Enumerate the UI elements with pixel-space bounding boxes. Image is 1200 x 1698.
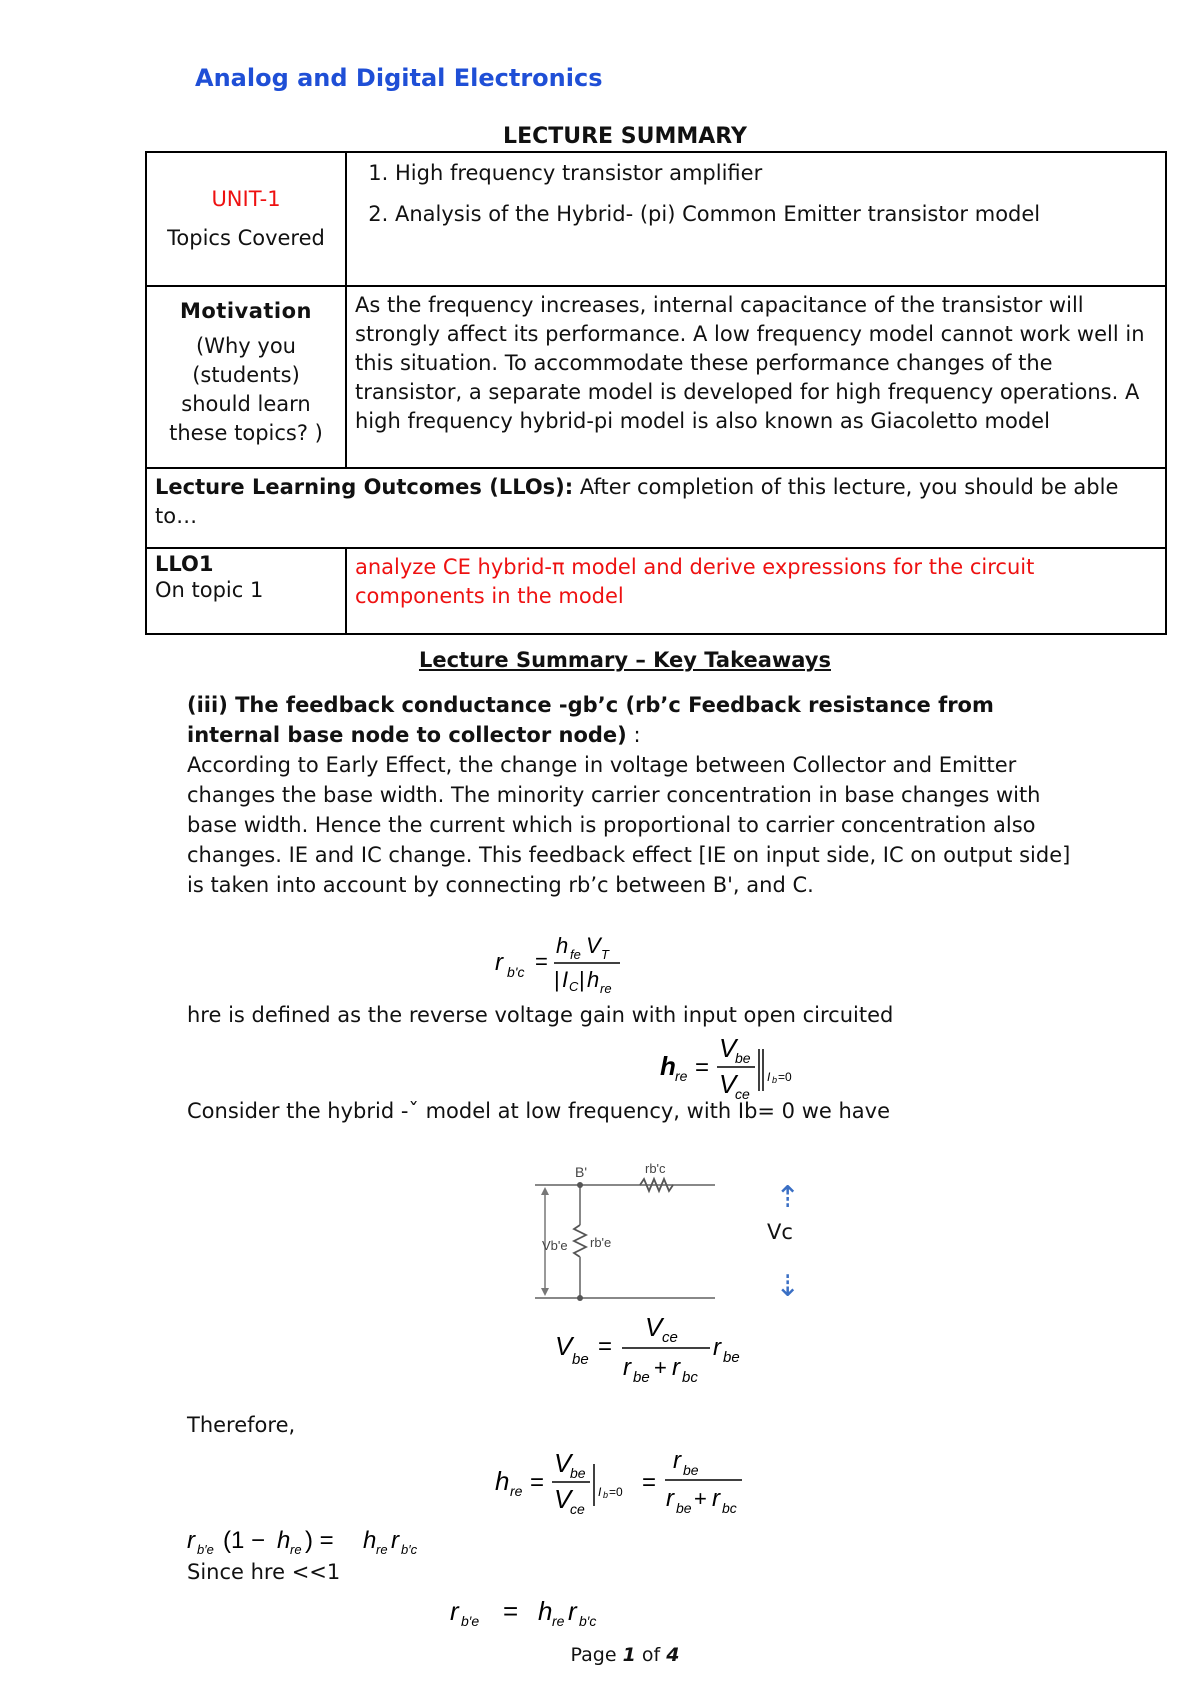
svg-text:V: V bbox=[719, 1069, 737, 1099]
llo-label: Lecture Learning Outcomes (LLOs): bbox=[155, 475, 574, 499]
voltage-divider-formula bbox=[550, 1310, 750, 1390]
llo1-id: LLO1 bbox=[155, 552, 214, 576]
svg-text:be: be bbox=[570, 1465, 586, 1481]
svg-text:T: T bbox=[601, 947, 609, 962]
svg-text:b′c: b′c bbox=[401, 1542, 418, 1557]
svg-text:be: be bbox=[572, 1351, 589, 1368]
page-total: 4 bbox=[666, 1644, 680, 1666]
svg-text:I: I bbox=[562, 967, 569, 992]
section-heading-tail: : bbox=[626, 723, 641, 747]
svg-text:r: r bbox=[672, 1354, 680, 1381]
svg-text:=: = bbox=[503, 1596, 519, 1626]
svg-text:re: re bbox=[600, 981, 612, 996]
page-footer bbox=[0, 1644, 1200, 1666]
voltage-label: Vb'e bbox=[542, 1238, 568, 1253]
llo1-cell bbox=[146, 548, 346, 634]
arrow-down-icon: ⇣ bbox=[775, 1269, 801, 1304]
svg-text:=0: =0 bbox=[778, 1070, 792, 1084]
svg-text:V: V bbox=[586, 933, 601, 958]
svg-text:be: be bbox=[735, 1050, 751, 1066]
course-title: Analog and Digital Electronics bbox=[195, 64, 603, 92]
svg-text:r: r bbox=[623, 1354, 631, 1381]
hre-definition: hre is defined as the reverse voltage gain with input open circuited bbox=[187, 1003, 894, 1027]
svg-text:ce: ce bbox=[662, 1329, 678, 1346]
svg-text:be: be bbox=[723, 1349, 740, 1366]
svg-text:C: C bbox=[569, 979, 579, 994]
svg-text:=: = bbox=[535, 949, 548, 974]
svg-text:=: = bbox=[642, 1469, 657, 1496]
unit-cell bbox=[146, 152, 346, 286]
svg-text:b: b bbox=[603, 1490, 609, 1500]
svg-text:V: V bbox=[554, 1448, 572, 1478]
rbc-formula bbox=[490, 925, 650, 1000]
svg-text:=: = bbox=[695, 1054, 710, 1081]
svg-text:(1 −: (1 − bbox=[223, 1527, 266, 1554]
svg-text:re: re bbox=[290, 1542, 302, 1557]
svg-text:V: V bbox=[719, 1033, 737, 1063]
svg-text:h: h bbox=[495, 1466, 510, 1496]
svg-text:h: h bbox=[556, 933, 569, 958]
svg-text:r: r bbox=[713, 1334, 721, 1361]
svg-text:V: V bbox=[645, 1312, 663, 1342]
svg-text:ce: ce bbox=[735, 1086, 750, 1102]
rbe-relation-formula bbox=[185, 1520, 485, 1560]
svg-text:+: + bbox=[694, 1486, 707, 1511]
svg-text:h: h bbox=[538, 1596, 553, 1626]
svg-text:V: V bbox=[554, 1484, 572, 1514]
consider-text: Consider the hybrid -ˇ model at low frequency, with Ib= 0 we have bbox=[187, 1099, 890, 1123]
vc-label: Vc bbox=[767, 1220, 793, 1244]
svg-text:r: r bbox=[187, 1527, 195, 1554]
page-prefix: Page bbox=[570, 1644, 623, 1666]
page-current: 1 bbox=[622, 1644, 636, 1666]
page-middle: of bbox=[635, 1644, 667, 1666]
svg-text:r: r bbox=[568, 1596, 577, 1626]
llo1-outcome: analyze CE hybrid-π model and derive expressions for the circuit components in the model bbox=[346, 548, 1166, 634]
svg-text:re: re bbox=[675, 1068, 688, 1084]
svg-text:ce: ce bbox=[570, 1501, 585, 1517]
arrow-up-icon: ⇡ bbox=[775, 1180, 801, 1215]
rbe-final-formula bbox=[448, 1590, 668, 1635]
motivation-subtitle: (Why you (students) should learn these topics? ) bbox=[169, 334, 323, 445]
hre-formula bbox=[655, 1025, 815, 1105]
llo1-topic: On topic 1 bbox=[155, 578, 264, 602]
svg-text:h: h bbox=[660, 1051, 676, 1081]
svg-text:b: b bbox=[772, 1075, 778, 1085]
svg-text:=: = bbox=[598, 1333, 613, 1360]
svg-text:be: be bbox=[683, 1462, 699, 1478]
svg-text:r: r bbox=[450, 1596, 459, 1626]
svg-text:bc: bc bbox=[722, 1500, 737, 1516]
since-text: Since hre <<1 bbox=[187, 1560, 341, 1584]
key-takeaways-title: Lecture Summary – Key Takeaways bbox=[418, 648, 831, 672]
svg-text:b'c: b'c bbox=[507, 964, 525, 980]
summary-title: LECTURE SUMMARY bbox=[503, 124, 747, 149]
svg-text:h: h bbox=[587, 967, 600, 992]
llo-intro: After completion of this lecture, you should be able to… bbox=[155, 475, 1119, 528]
shunt-resistor-label: rb'e bbox=[590, 1235, 612, 1250]
svg-text:be: be bbox=[633, 1369, 650, 1386]
svg-text:r: r bbox=[495, 949, 503, 976]
svg-text:V: V bbox=[555, 1331, 573, 1361]
svg-text:=0: =0 bbox=[609, 1485, 623, 1499]
svg-text:h: h bbox=[363, 1527, 377, 1554]
svg-text:re: re bbox=[376, 1542, 388, 1557]
svg-text:|: | bbox=[579, 967, 585, 992]
top-resistor-label: rb'c bbox=[645, 1161, 666, 1176]
svg-text:r: r bbox=[673, 1447, 681, 1474]
svg-text:fe: fe bbox=[570, 947, 581, 962]
motivation-label: Motivation bbox=[179, 299, 313, 323]
section-heading-block bbox=[187, 690, 1087, 750]
llo-intro-cell bbox=[146, 468, 1166, 548]
svg-text:h: h bbox=[277, 1527, 291, 1554]
svg-text:re: re bbox=[510, 1483, 523, 1499]
early-effect-paragraph: According to Early Effect, the change in voltage between Collector and Emitter changes the base width. The minority carrier concentration in base changes with base width. Hence the current which is proportional to carrier concentration also changes. IE and IC change. This feedback effect [IE on input side, IC on output side] is taken into account by connecting rb’c between B', and C. bbox=[187, 753, 1071, 897]
svg-text:|: | bbox=[554, 967, 560, 992]
svg-text:r: r bbox=[666, 1485, 674, 1512]
svg-text:re: re bbox=[552, 1613, 565, 1629]
unit-label: UNIT-1 bbox=[211, 187, 281, 211]
topics-covered-label: Topics Covered bbox=[167, 226, 325, 250]
svg-text:I: I bbox=[598, 1485, 602, 1499]
section-heading: (iii) The feedback conductance -gb’c (rb’c Feedback resistance from internal base node to collector node) bbox=[187, 693, 994, 747]
topic-item: 1. High frequency transistor amplifier bbox=[395, 159, 1157, 188]
svg-text:be: be bbox=[676, 1500, 692, 1516]
therefore-text: Therefore, bbox=[187, 1413, 296, 1437]
svg-text:=: = bbox=[530, 1469, 545, 1496]
topic-item: 2. Analysis of the Hybrid- (pi) Common Emitter transistor model bbox=[395, 200, 1157, 229]
svg-text:b′e: b′e bbox=[197, 1542, 214, 1557]
svg-text:+: + bbox=[654, 1355, 667, 1380]
svg-text:) =: ) = bbox=[305, 1527, 334, 1554]
svg-text:b′e: b′e bbox=[461, 1613, 480, 1629]
svg-text:b′c: b′c bbox=[579, 1613, 597, 1629]
svg-text:r: r bbox=[391, 1527, 399, 1554]
svg-text:r: r bbox=[712, 1485, 720, 1512]
topics-cell bbox=[346, 152, 1166, 286]
svg-text:bc: bc bbox=[682, 1369, 698, 1386]
motivation-text: As the frequency increases, internal capacitance of the transistor will strongly affect its performance. A low frequency model cannot work well in this situation. To accommodate these performance changes of the transistor, a separate model is developed for high frequency operations. A high frequency hybrid-pi model is also known as Giacoletto model bbox=[346, 286, 1166, 468]
lecture-summary-table bbox=[145, 151, 1167, 635]
svg-text:I: I bbox=[767, 1070, 771, 1084]
hre-derived-formula bbox=[490, 1440, 770, 1520]
node-label: B' bbox=[575, 1164, 588, 1180]
motivation-cell bbox=[146, 286, 346, 468]
